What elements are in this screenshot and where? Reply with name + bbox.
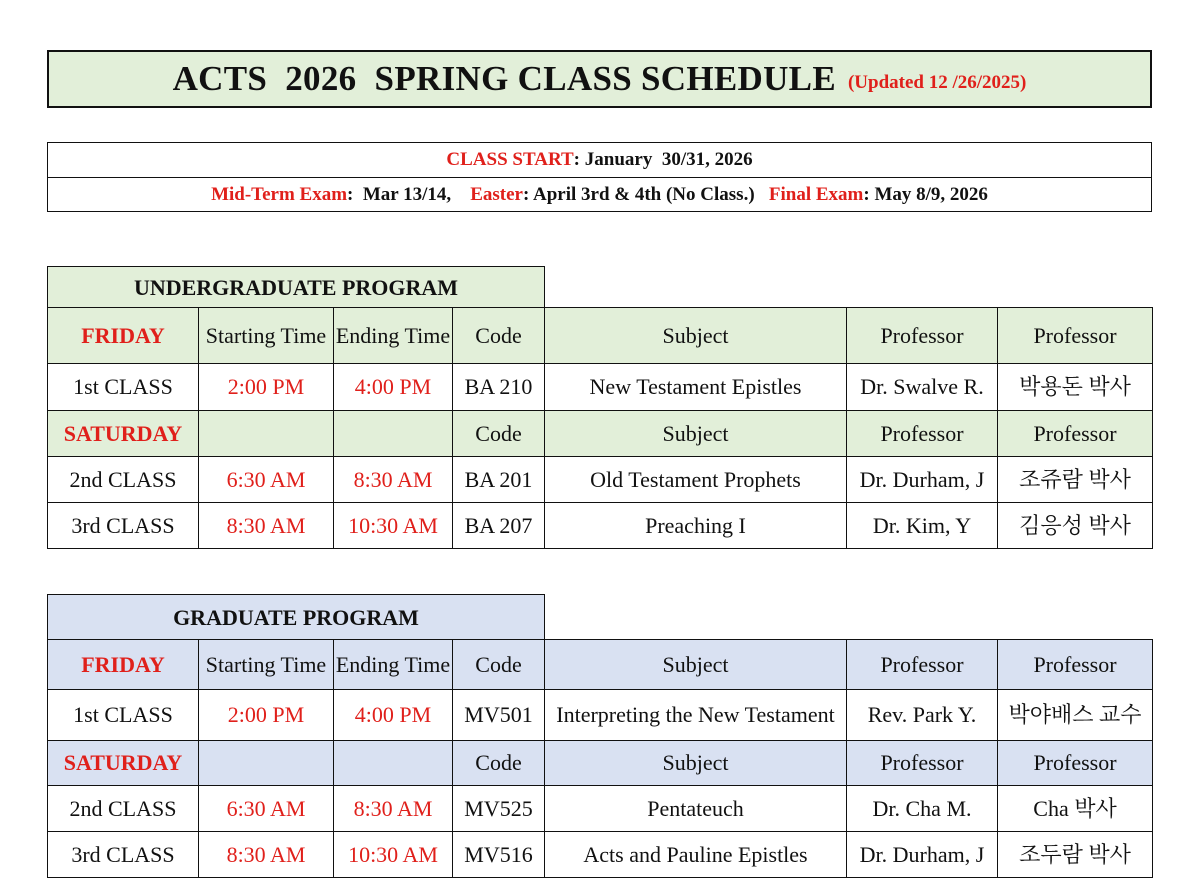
column-header: Professor [998, 640, 1153, 690]
column-header: Ending Time [334, 640, 453, 690]
column-header: Professor [998, 411, 1153, 457]
key-dates-box [47, 142, 1152, 212]
table-cell: MV501 [453, 690, 545, 741]
day-label: FRIDAY [48, 640, 199, 690]
table-cell: 2nd CLASS [48, 457, 199, 503]
header-row [48, 308, 1153, 364]
table-cell: 4:00 PM [334, 690, 453, 741]
column-header: Starting Time [199, 640, 334, 690]
table-cell: 조두람 박사 [998, 832, 1153, 878]
column-header: Code [453, 308, 545, 364]
table-cell: BA 201 [453, 457, 545, 503]
header-row [48, 741, 1153, 786]
table-cell: 8:30 AM [334, 786, 453, 832]
table-cell: 조쥬람 박사 [998, 457, 1153, 503]
updated-date: (Updated 12 /26/2025) [847, 72, 1027, 93]
table-cell: 2:00 PM [199, 690, 334, 741]
table-cell: Acts and Pauline Epistles [545, 832, 847, 878]
column-header: Professor [847, 741, 998, 786]
class-start-line [48, 143, 1151, 177]
table-cell: 박용돈 박사 [998, 364, 1153, 411]
easter-label: Easter [470, 184, 523, 205]
table-row [48, 457, 1153, 503]
column-header: Subject [545, 411, 847, 457]
table-cell: 김응성 박사 [998, 503, 1153, 549]
column-header [199, 741, 334, 786]
column-header [199, 411, 334, 457]
column-header: Professor [998, 308, 1153, 364]
table-cell: 1st CLASS [48, 364, 199, 411]
exam-dates-line [48, 177, 1151, 212]
midterm-label: Mid-Term Exam [211, 184, 348, 205]
table-cell: MV516 [453, 832, 545, 878]
final-value: : May 8/9, 2026 [863, 184, 988, 205]
column-header: Subject [545, 640, 847, 690]
table-row [48, 832, 1153, 878]
table-cell: 8:30 AM [334, 457, 453, 503]
table-cell: BA 210 [453, 364, 545, 411]
table-cell: Interpreting the New Testament [545, 690, 847, 741]
day-label: SATURDAY [48, 741, 199, 786]
table-cell: 1st CLASS [48, 690, 199, 741]
table-row [48, 364, 1153, 411]
schedule-table [47, 639, 1153, 878]
table-row [48, 690, 1153, 741]
table-cell: Dr. Cha M. [847, 786, 998, 832]
table-cell: New Testament Epistles [545, 364, 847, 411]
table-cell: Cha 박사 [998, 786, 1153, 832]
column-header [334, 411, 453, 457]
column-header: Subject [545, 308, 847, 364]
table-cell: Dr. Durham, J [847, 832, 998, 878]
column-header: Professor [847, 640, 998, 690]
table-row [48, 786, 1153, 832]
table-cell: 6:30 AM [199, 786, 334, 832]
column-header: Ending Time [334, 308, 453, 364]
midterm-value: : Mar 13/14, [347, 184, 471, 205]
column-header: Professor [847, 411, 998, 457]
header-row [48, 640, 1153, 690]
easter-value: : April 3rd & 4th (No Class.) [522, 184, 769, 205]
table-cell: 박야배스 교수 [998, 690, 1153, 741]
column-header: Subject [545, 741, 847, 786]
table-cell: Dr. Kim, Y [847, 503, 998, 549]
table-row [48, 503, 1153, 549]
column-header: Code [453, 411, 545, 457]
final-label: Final Exam [768, 184, 864, 205]
day-label: FRIDAY [48, 308, 199, 364]
table-cell: 3rd CLASS [48, 832, 199, 878]
column-header: Starting Time [199, 308, 334, 364]
table-cell: 8:30 AM [199, 832, 334, 878]
program-header: UNDERGRADUATE PROGRAM [47, 266, 545, 308]
table-cell: 2nd CLASS [48, 786, 199, 832]
header-row [48, 411, 1153, 457]
table-cell: 10:30 AM [334, 503, 453, 549]
table-cell: 3rd CLASS [48, 503, 199, 549]
column-header [334, 741, 453, 786]
day-label: SATURDAY [48, 411, 199, 457]
table-cell: 10:30 AM [334, 832, 453, 878]
table-cell: Dr. Durham, J [847, 457, 998, 503]
column-header: Professor [998, 741, 1153, 786]
table-cell: 4:00 PM [334, 364, 453, 411]
program-header: GRADUATE PROGRAM [47, 594, 545, 640]
table-cell: Old Testament Prophets [545, 457, 847, 503]
table-cell: 6:30 AM [199, 457, 334, 503]
column-header: Code [453, 640, 545, 690]
table-cell: 8:30 AM [199, 503, 334, 549]
class-start-value: : January 30/31, 2026 [573, 149, 753, 170]
table-cell: MV525 [453, 786, 545, 832]
table-cell: BA 207 [453, 503, 545, 549]
table-cell: Preaching I [545, 503, 847, 549]
table-cell: Dr. Swalve R. [847, 364, 998, 411]
table-cell: Pentateuch [545, 786, 847, 832]
column-header: Professor [847, 308, 998, 364]
table-cell: 2:00 PM [199, 364, 334, 411]
class-start-label: CLASS START [446, 149, 574, 170]
column-header: Code [453, 741, 545, 786]
schedule-table [47, 307, 1153, 549]
page-title [47, 50, 1152, 108]
title-text: ACTS 2026 SPRING CLASS SCHEDULE [172, 59, 836, 98]
table-cell: Rev. Park Y. [847, 690, 998, 741]
